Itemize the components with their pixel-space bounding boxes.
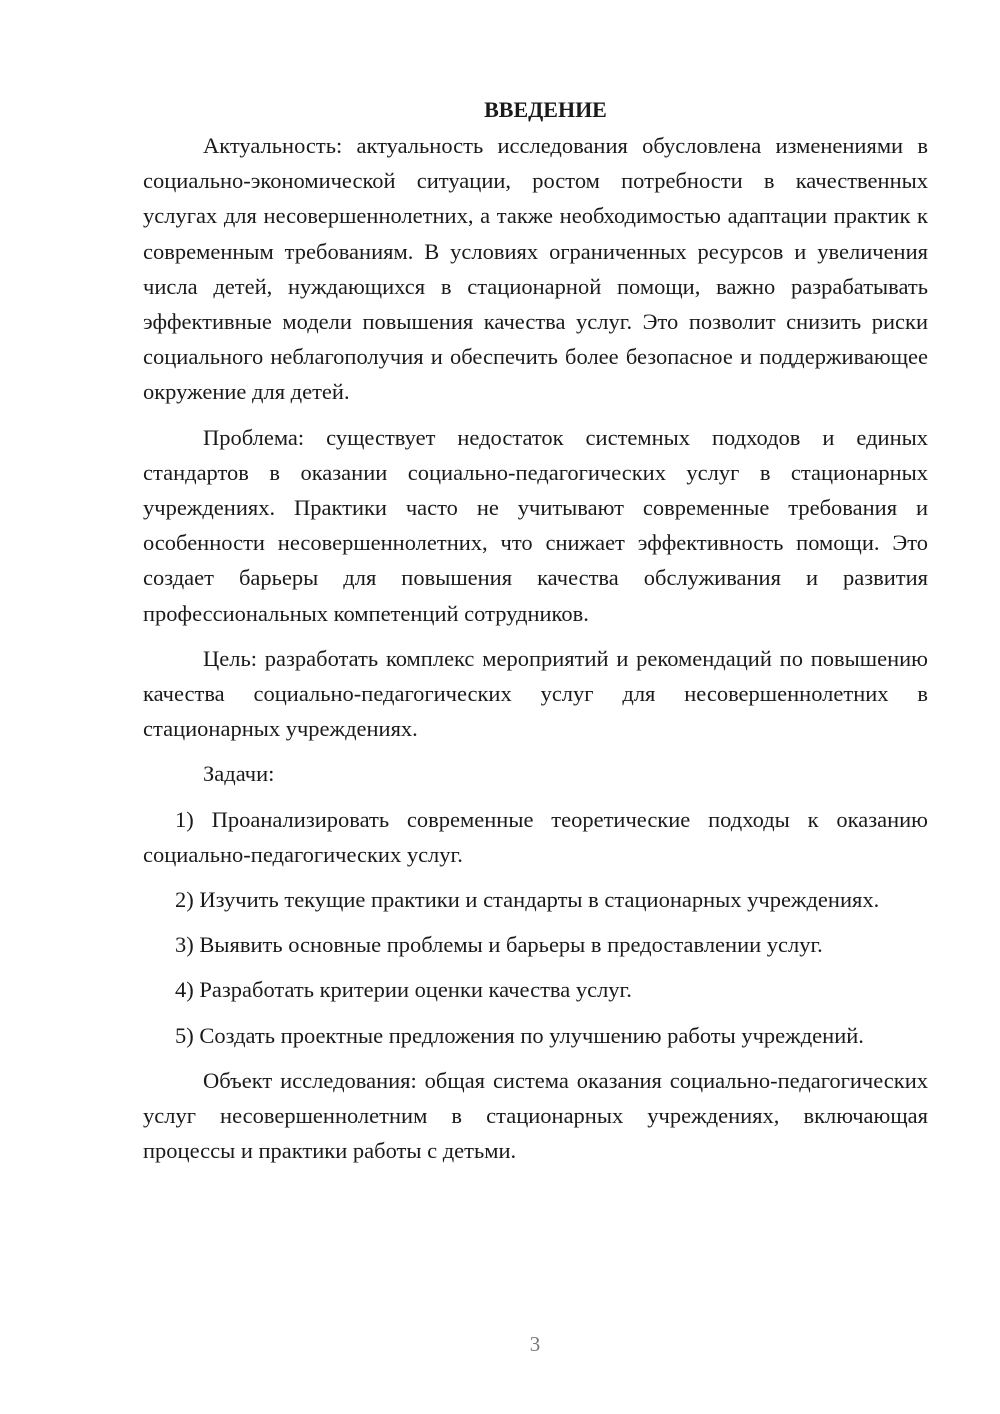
task-item-3: 3) Выявить основные проблемы и барьеры в предоставлении услуг.	[175, 932, 823, 958]
tasks-label: Задачи:	[203, 761, 275, 787]
problem-paragraph: Проблема: существует недостаток системных подходов и единых стандартов в оказании социально-педагогических услуг в стационарных учреждениях. Практики часто не учитывают современные требования и особенности несовершеннолетних, что снижает эффективность помощи. Это создает барьеры для повышения качества обслуживания и развития профессиональных компетенций сотрудников.	[143, 424, 928, 626]
task-item-4: 4) Разработать критерии оценки качества услуг.	[175, 977, 632, 1003]
task-item-2: 2) Изучить текущие практики и стандарты в стационарных учреждениях.	[175, 887, 880, 913]
page-number: 3	[529, 1332, 541, 1356]
goal-paragraph: Цель: разработать комплекс мероприятий и рекомендаций по повышению качества социально-педагогических услуг для несовершеннолетних в стационарных учреждениях.	[143, 645, 928, 742]
page-content	[143, 95, 928, 1178]
task-item-1: 1) Проанализировать современные теоретические подходы к оказанию социально-педагогических услуг.	[143, 806, 928, 867]
page-title: ВВЕДЕНИЕ	[484, 97, 607, 122]
task-item-5: 5) Создать проектные предложения по улучшению работы учреждений.	[175, 1022, 864, 1048]
object-paragraph: Объект исследования: общая система оказания социально-педагогических услуг несовершеннолетним в стационарных учреждениях, включающая процессы и практики работы с детьми.	[143, 1067, 928, 1164]
relevance-paragraph: Актуальность: актуальность исследования обусловлена изменениями в социально-экономической ситуации, ростом потребности в качественных услугах для несовершеннолетних, а также необходимостью адаптации практик к современным требованиям. В условиях ограниченных ресурсов и увеличения числа детей, нуждающихся в стационарной помощи, важно разрабатывать эффективные модели повышения качества услуг. Это позволит снизить риски социального неблагополучия и обеспечить более безопасное и поддерживающее окружение для детей.	[143, 133, 928, 405]
